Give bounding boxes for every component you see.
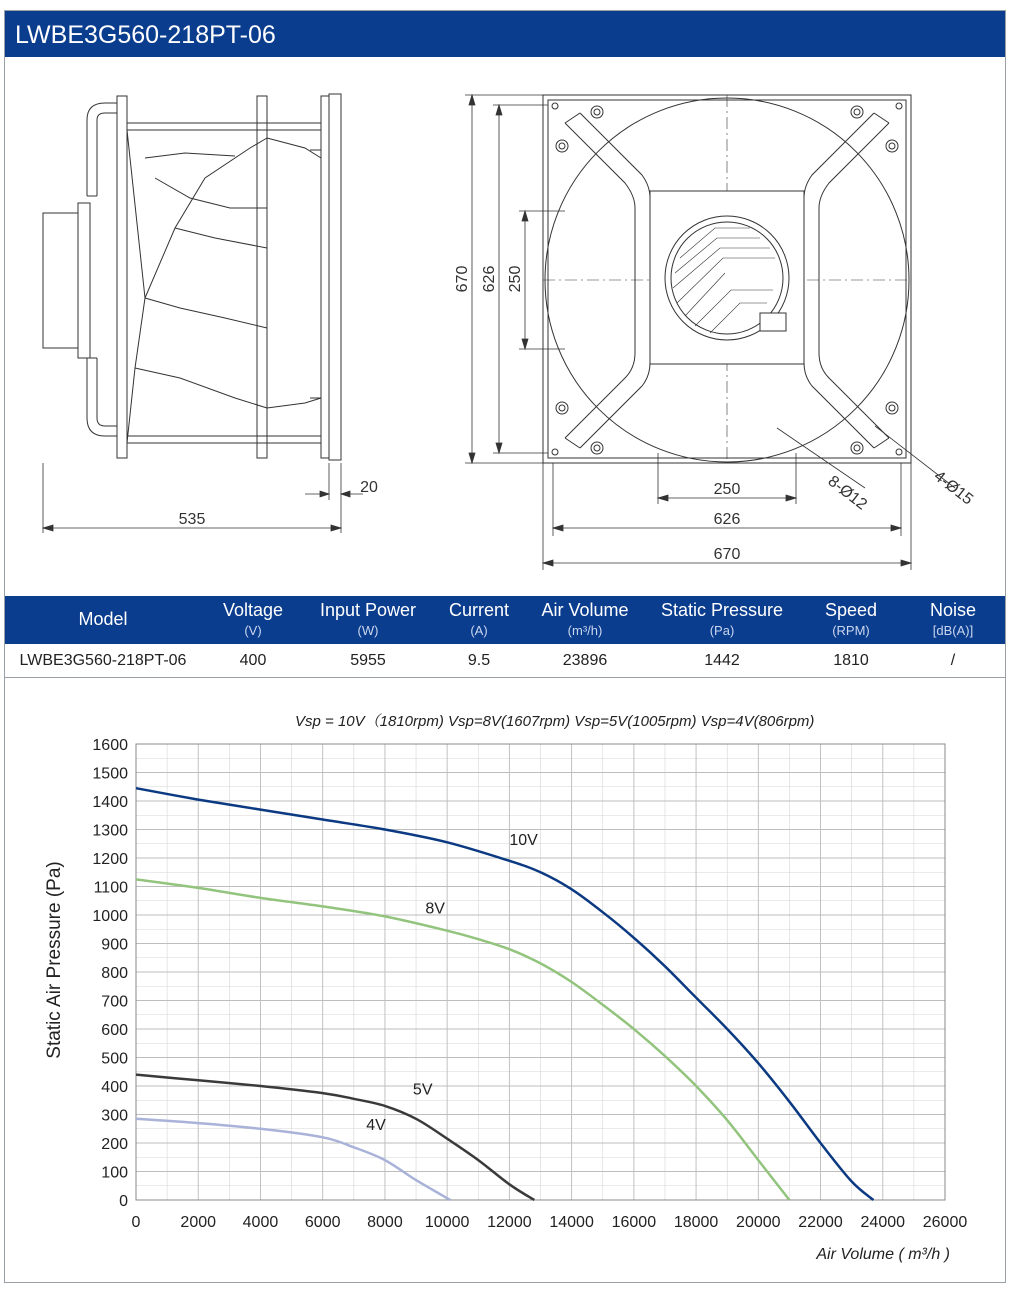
x-tick-label: 18000 — [673, 1214, 719, 1231]
y-tick-label: 0 — [119, 1193, 128, 1210]
header-speed-unit: (RPM) — [832, 623, 870, 638]
dim-front-width-mid: 626 — [713, 511, 741, 528]
x-tick-label: 6000 — [304, 1214, 341, 1231]
series-line-5V — [136, 1075, 534, 1200]
header-current — [431, 596, 527, 644]
dim-side-depth: 535 — [178, 511, 206, 528]
cell-speed: 1810 — [833, 652, 869, 669]
header-speed — [801, 596, 901, 644]
series-label-8V: 8V — [425, 900, 445, 918]
chart-grid — [136, 744, 945, 1200]
series-line-4V — [136, 1119, 450, 1200]
header-model-label: Model — [78, 609, 128, 629]
dim-side-flange: 20 — [360, 479, 378, 496]
x-tick-label: 24000 — [860, 1214, 906, 1231]
series-line-10V — [136, 788, 873, 1200]
y-tick-label: 800 — [101, 965, 128, 982]
cell-static-pressure: 1442 — [704, 652, 740, 669]
y-tick-label: 1000 — [92, 908, 128, 925]
cell-voltage: 400 — [239, 652, 267, 669]
y-tick-label: 1500 — [92, 765, 128, 783]
x-tick-label: 20000 — [736, 1214, 781, 1231]
header-air-volume — [527, 596, 643, 644]
y-tick-label: 1400 — [92, 794, 128, 811]
cell-input-power: 5955 — [350, 652, 386, 669]
header-input-power — [305, 596, 431, 644]
performance-chart — [5, 690, 1005, 1280]
header-noise-label: Noise — [929, 600, 977, 620]
x-tick-label: 16000 — [611, 1214, 657, 1231]
header-static-pressure-unit: (Pa) — [709, 623, 735, 638]
x-tick-label: 2000 — [180, 1214, 217, 1231]
y-tick-label: 1100 — [93, 879, 128, 897]
y-tick-label: 600 — [101, 1022, 128, 1039]
cell-noise: / — [950, 652, 956, 669]
y-tick-label: 500 — [101, 1050, 128, 1068]
dim-front-height-inner: 250 — [507, 265, 524, 293]
dim-front-width-outer: 670 — [713, 546, 741, 563]
header-static-pressure — [643, 596, 801, 644]
chart-ticks — [92, 737, 967, 1231]
dim-holes-8: 8-Ø12 — [824, 472, 871, 514]
x-tick-label: 10000 — [424, 1214, 470, 1231]
title-bar — [5, 11, 1005, 57]
y-tick-label: 700 — [101, 993, 128, 1011]
x-tick-label: 4000 — [242, 1214, 279, 1231]
series-label-4V: 4V — [366, 1117, 386, 1135]
header-static-pressure-label: Static Pressure — [660, 600, 784, 620]
y-axis-label: Static Air Pressure (Pa) — [44, 861, 65, 1059]
x-axis-label: Air Volume ( m³/h ) — [816, 1246, 950, 1263]
header-current-unit: (A) — [470, 623, 488, 638]
cell-current: 9.5 — [467, 652, 491, 669]
x-tick-label: 26000 — [922, 1214, 968, 1231]
y-tick-label: 100 — [101, 1164, 128, 1182]
y-tick-label: 300 — [101, 1107, 128, 1125]
x-tick-label: 14000 — [549, 1214, 594, 1231]
y-tick-label: 400 — [101, 1079, 128, 1096]
header-voltage-unit: (V) — [244, 623, 262, 638]
y-tick-label: 200 — [101, 1136, 128, 1153]
header-speed-label: Speed — [824, 600, 878, 620]
x-tick-label: 22000 — [798, 1214, 843, 1231]
header-voltage — [201, 596, 305, 644]
y-tick-label: 1600 — [92, 737, 128, 754]
header-air-volume-label: Air Volume — [541, 600, 629, 620]
dim-front-width-inner: 250 — [713, 481, 741, 498]
x-tick-label: 12000 — [487, 1214, 532, 1231]
header-air-volume-unit: (m³/h) — [567, 623, 603, 638]
series-label-5V: 5V — [412, 1081, 433, 1099]
header-noise-unit: [dB(A)] — [932, 623, 974, 638]
front-view-drawing — [543, 95, 911, 463]
page-title: LWBE3G560-218PT-06 — [15, 21, 276, 49]
drawings-svg — [5, 58, 1005, 596]
x-tick-label: 0 — [131, 1214, 141, 1231]
x-tick-label: 8000 — [367, 1214, 403, 1231]
technical-drawings — [5, 58, 1005, 596]
header-input-power-label: Input Power — [319, 600, 417, 620]
side-view-drawing — [43, 94, 341, 460]
y-tick-label: 1200 — [92, 851, 128, 868]
cell-air-volume: 23896 — [562, 652, 608, 669]
header-model — [5, 596, 201, 644]
y-tick-label: 1300 — [92, 822, 128, 840]
header-noise — [901, 596, 1005, 644]
header-voltage-label: Voltage — [222, 600, 284, 620]
series-label-10V: 10V — [509, 832, 538, 850]
header-current-label: Current — [448, 600, 510, 620]
dim-holes-4: 4-Ø15 — [930, 467, 977, 509]
chart-title: Vsp = 10V（1810rpm) Vsp=8V(1607rpm) Vsp=5V(1005rpm) Vsp=4V(806rpm) — [295, 713, 815, 730]
dim-front-height-outer: 670 — [454, 265, 471, 293]
header-input-power-unit: (W) — [357, 623, 379, 638]
dim-front-height-mid: 626 — [481, 265, 498, 293]
series-line-8V — [136, 879, 789, 1200]
spec-table-header — [5, 596, 1005, 644]
chart-series — [136, 788, 873, 1200]
chart-svg — [5, 690, 1005, 1280]
cell-model: LWBE3G560-218PT-06 — [19, 652, 187, 669]
spec-table-row — [5, 645, 1005, 678]
y-tick-label: 900 — [101, 936, 128, 954]
